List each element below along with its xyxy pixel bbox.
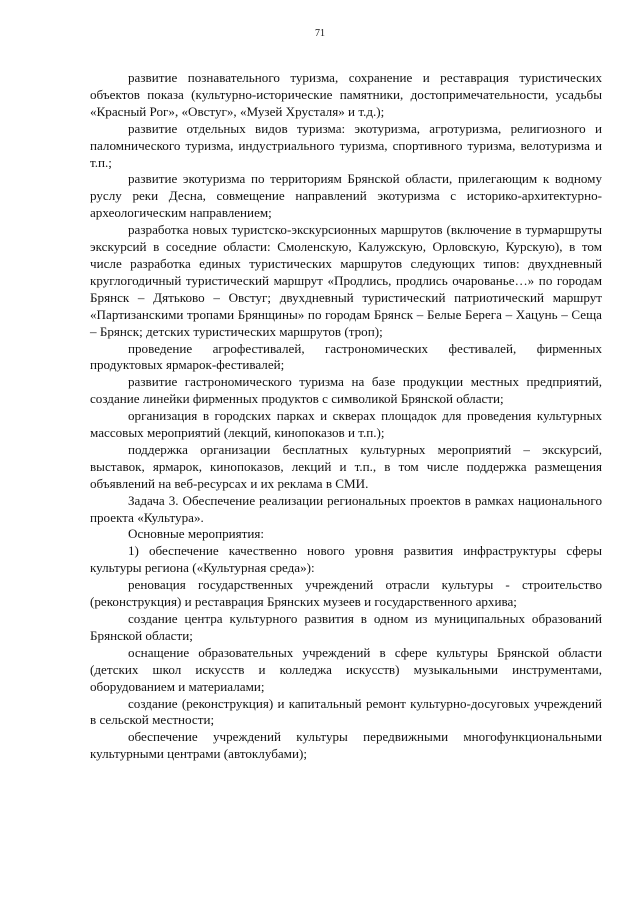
paragraph: развитие отдельных видов туризма: экотуризма, агротуризма, религиозного и паломнического туризма, индустриального туризма, спортивного туризма, велотуризма и т.п.;: [90, 120, 602, 170]
paragraph: разработка новых туристско-экскурсионных маршрутов (включение в турмаршруты экскурсий в соседние области: Смоленскую, Калужскую, Орловскую, Курскую), в том числе разработка единых туристических маршрутов следующих типов: двухдневный круглогодичный туристический маршрут «Продлись, продлись очарованье…» по городам Брянск – Дятьково – Овстуг; двухдневный туристический патриотический маршрут «Партизанскими тропами Брянщины» по городам Брянск – Белые Берега – Хацунь – Сеща – Брянск; детских туристических маршрутов (троп);: [90, 222, 602, 339]
paragraph: оснащение образовательных учреждений в сфере культуры Брянской области (детских школ искусств и колледжа искусств) музыкальными инструментами, оборудованием и материалами;: [90, 644, 602, 694]
paragraph: организация в городских парках и скверах площадок для проведения культурных массовых мероприятий (лекций, кинопоказов и т.п.);: [90, 408, 602, 441]
paragraph: развитие гастрономического туризма на базе продукции местных предприятий, создание линейки фирменных продуктов с символикой Брянской области;: [90, 374, 602, 407]
paragraph: реновация государственных учреждений отрасли культуры - строительство (реконструкция) и реставрация Брянских музеев и государственного архива;: [90, 577, 602, 610]
paragraph: обеспечение учреждений культуры передвижными многофункциональными культурными центрами (автоклубами);: [90, 729, 602, 762]
document-body: [90, 70, 602, 763]
paragraph: Основные мероприятия:: [128, 526, 265, 542]
paragraph: развитие экотуризма по территориям Брянской области, прилегающим к водному руслу реки Десна, совмещение направлений экотуризма с историко-архитектурно-археологическим направлением;: [90, 171, 602, 221]
paragraph: поддержка организации бесплатных культурных мероприятий – экскурсий, выставок, ярмарок, кинопоказов, лекций и т.п., в том числе поддержка размещения объявлений на веб-ресурсах и их реклама в СМИ.: [90, 441, 602, 491]
paragraph: проведение агрофестивалей, гастрономических фестивалей, фирменных продуктовых ярмарок-фестивалей;: [90, 340, 602, 373]
paragraph: развитие познавательного туризма, сохранение и реставрация туристических объектов показа (культурно-исторические памятники, достопримечательности, усадьбы «Красный Рог», «Овстуг», «Музей Хрусталя» и т.д.);: [90, 70, 602, 119]
paragraph: создание центра культурного развития в одном из муниципальных образований Брянской области;: [90, 611, 602, 643]
paragraph: создание (реконструкция) и капитальный ремонт культурно-досуговых учреждений в сельской местности;: [90, 695, 602, 728]
page-number: 71: [315, 28, 325, 39]
task-heading: Задача 3. Обеспечение реализации региональных проектов в рамках национального проекта «Культура».: [90, 492, 602, 525]
paragraph: 1) обеспечение качественно нового уровня развития инфраструктуры сферы культуры региона («Культурная среда»):: [90, 543, 602, 576]
